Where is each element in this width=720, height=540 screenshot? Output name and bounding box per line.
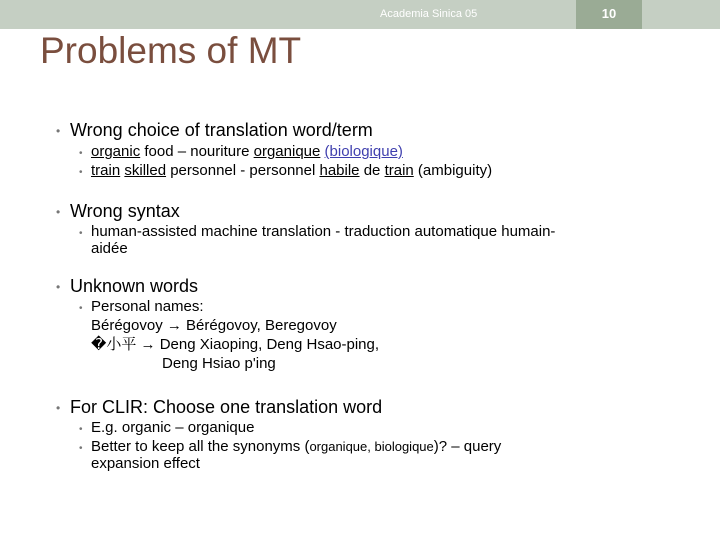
sub-item-example <box>79 419 255 436</box>
term: organic <box>91 143 141 160</box>
text: )? – query <box>433 438 502 455</box>
footer-text: Academia Sinica 05 <box>380 8 478 20</box>
text: (ambiguity) <box>413 162 493 179</box>
text-line: human-assisted machine translation - traduction automatique humain- <box>91 223 556 240</box>
bullet-wrong-choice <box>56 120 373 141</box>
bullet-dot: • <box>56 401 61 415</box>
text: de <box>359 162 385 179</box>
text: Better to keep all the synonyms ( <box>91 438 310 455</box>
bullet-dot: • <box>79 148 83 159</box>
text-line: Deng Hsiao p'ing <box>162 355 276 372</box>
sub-item-syntax <box>79 223 556 257</box>
term: habile <box>319 162 360 179</box>
bullet-dot: • <box>79 167 83 178</box>
bullet-unknown-words <box>56 276 199 297</box>
text: food – nouriture <box>140 143 254 160</box>
text-line: aidée <box>91 240 128 257</box>
page-number: 10 <box>601 6 617 21</box>
text-line: Personal names: <box>91 298 204 315</box>
bullet-clir <box>56 397 383 418</box>
bullet-dot: • <box>79 303 83 314</box>
sub-item-synonyms <box>79 438 502 472</box>
bullet-wrong-syntax <box>56 201 180 222</box>
bullet-dot: • <box>79 228 83 239</box>
text: E.g. organic – organique <box>91 419 255 436</box>
term: train <box>91 162 121 179</box>
term: train <box>384 162 414 179</box>
bullet-label: Wrong choice of translation word/term <box>70 120 373 140</box>
text-line: expansion effect <box>91 455 200 472</box>
sub-item-organic <box>79 143 403 160</box>
bullet-dot: • <box>79 443 83 454</box>
text-line: Bérégovoy → Bérégovoy, Beregovoy <box>91 317 337 334</box>
term: organique <box>253 143 321 160</box>
bullet-label: Unknown words <box>70 276 199 296</box>
slide-title: Problems of MT <box>40 30 302 71</box>
sub-item-train <box>79 162 493 179</box>
bullet-label: Wrong syntax <box>70 201 180 221</box>
text-line: �小平 → Deng Xiaoping, Deng Hsao-ping, <box>91 336 380 353</box>
term: skilled <box>124 162 167 179</box>
bullet-label: For CLIR: Choose one translation word <box>70 397 383 417</box>
term-alt: (biologique) <box>324 143 403 160</box>
bullet-dot: • <box>56 205 61 219</box>
bullet-dot: • <box>79 424 83 435</box>
text-small: organique, biologique <box>309 439 434 454</box>
text: personnel - personnel <box>166 162 320 179</box>
bullet-dot: • <box>56 280 61 294</box>
sub-item-personal-names <box>79 298 380 374</box>
bullet-dot: • <box>56 124 61 138</box>
